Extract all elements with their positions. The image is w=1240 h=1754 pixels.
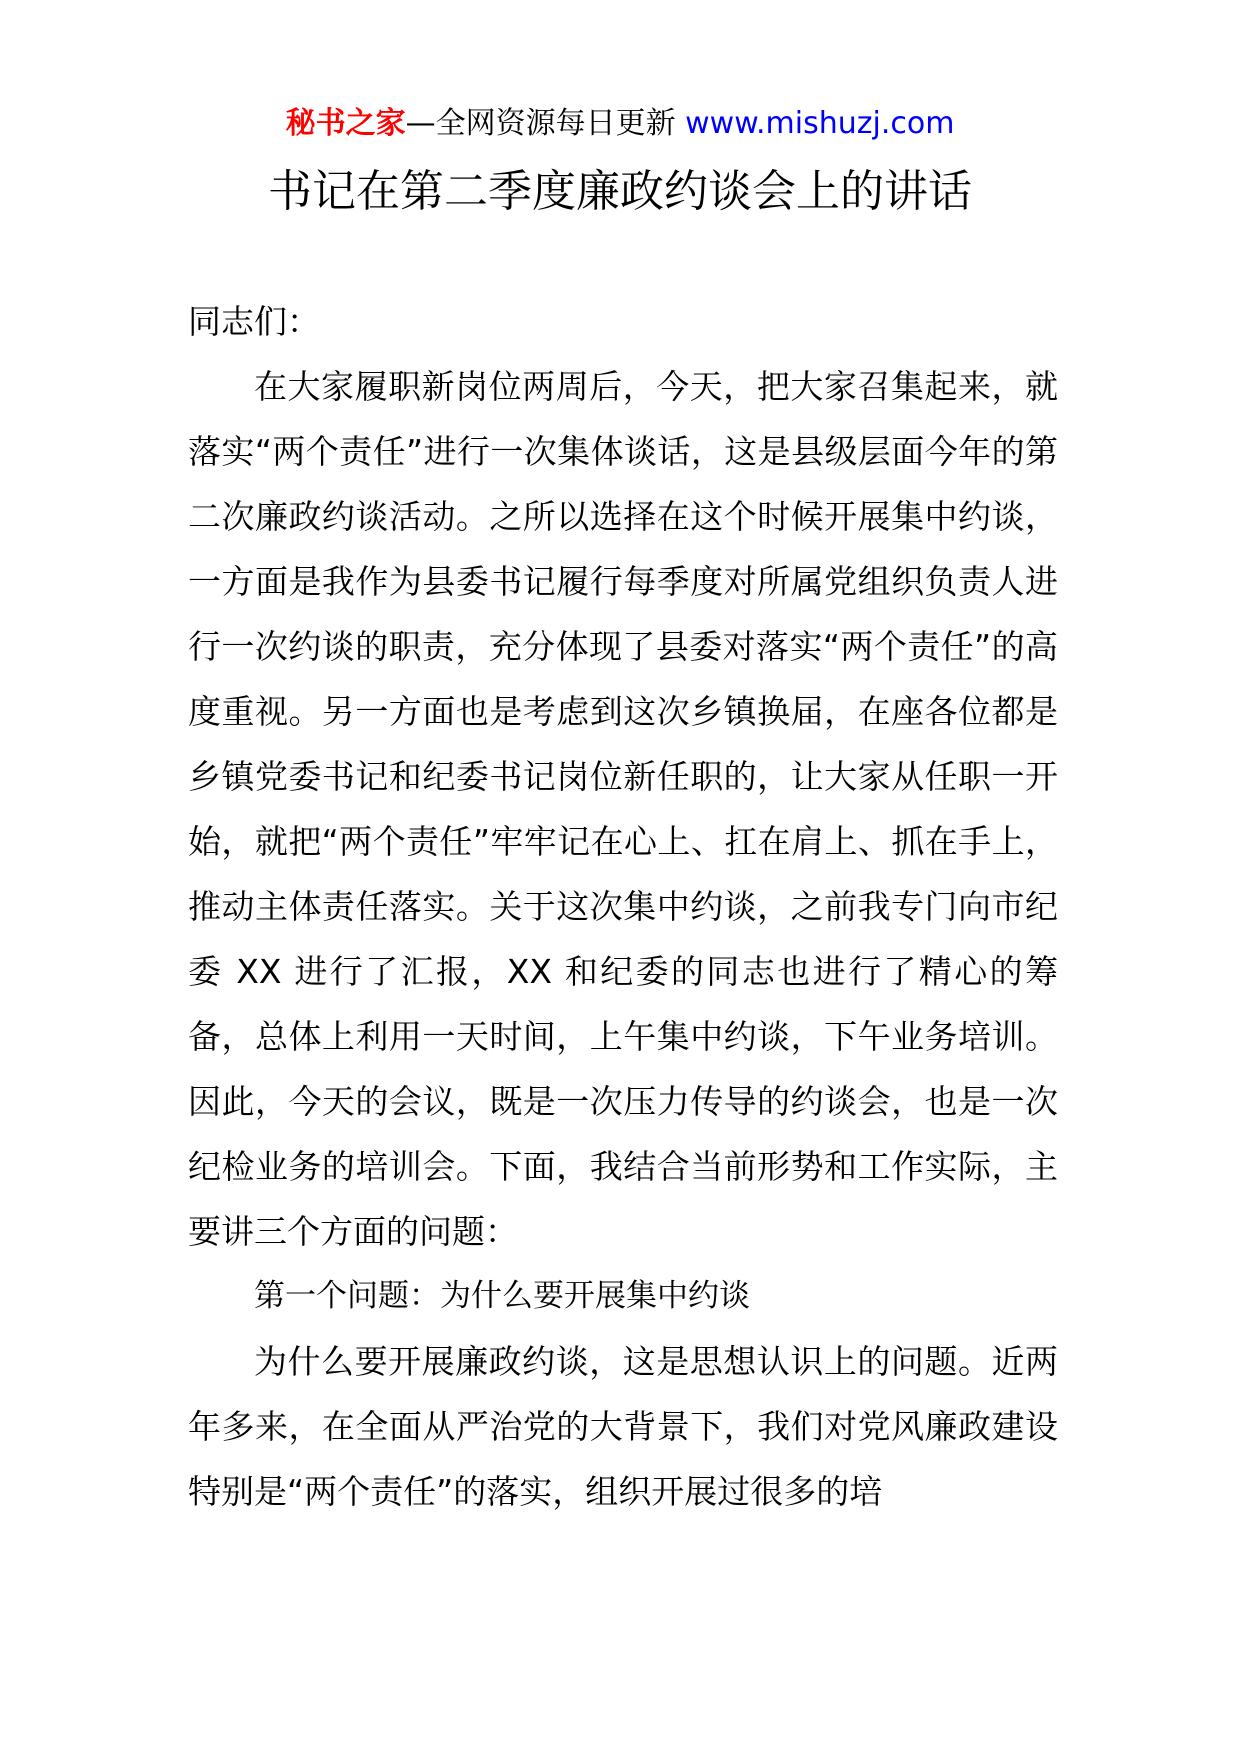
site-tagline: —全网资源每日更新: [405, 106, 686, 141]
document-title: 书记在第二季度廉政约谈会上的讲话: [268, 166, 972, 217]
section-heading: 第一个问题：为什么要开展集中约谈: [254, 1278, 750, 1314]
brand-name: 秘书之家: [285, 106, 406, 141]
paragraph-intro: 在大家履职新岗位两周后，今天，把大家召集起来，就落实“两个责任”进行一次集体谈话，这是县级层面今年的第二次廉政约谈活动。之所以选择在这个时候开展集中约谈，一方面是我作为县委书记履行每季度对所属党组织负责人进行一次约谈的职责，充分体现了县委对落实“两个责任”的高度重视。另一方面也是考虑到这次乡镇换届，在座各位都是乡镇党委书记和纪委书记岗位新任职的，让大家从任职一开始，就把“两个责任”牢牢记在心上、扛在肩上、抓在手上，推动主体责任落实。关于这次集中约谈，之前我专门向市纪委 XX 进行了汇报，XX 和纪委的同志也进行了精心的筹备，总体上利用一天时间，上午集中约谈，下午业务培训。因此，今天的会议，既是一次压力传导的约谈会，也是一次纪检业务的培训会。下面，我结合当前形势和工作实际，主要讲三个方面的问题：: [188, 367, 1058, 1251]
salutation: 同志们：: [188, 302, 320, 341]
site-header: [0, 104, 1240, 144]
paragraph-section-1: 为什么要开展廉政约谈，这是思想认识上的问题。近两年多来，在全面从严治党的大背景下，我们对党风廉政建设特别是“两个责任”的落实，组织开展过很多的培: [188, 1342, 1058, 1511]
document-body: [188, 289, 1058, 1524]
site-url[interactable]: www.mishuzj.com: [685, 106, 955, 141]
